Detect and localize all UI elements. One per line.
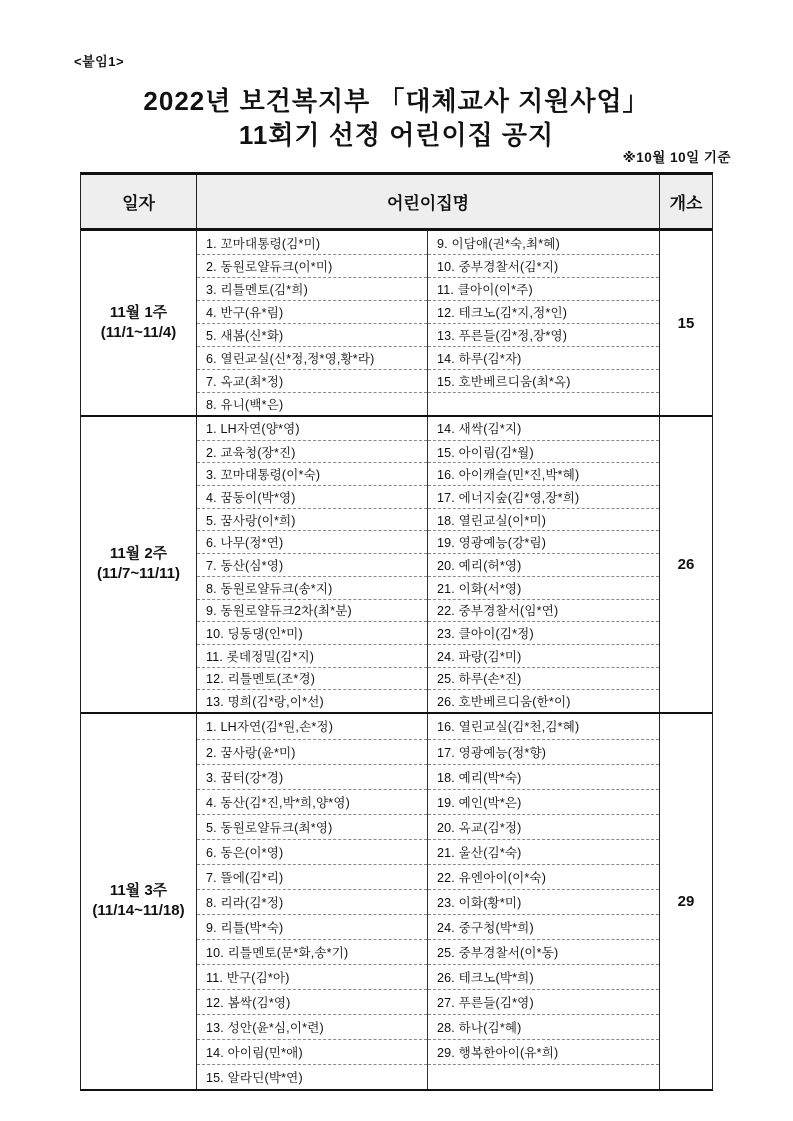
daycare-entry bbox=[428, 1064, 659, 1089]
daycare-entry: 3. 꿈터(강*경) bbox=[197, 764, 427, 789]
daycare-entry: 24. 중구청(박*희) bbox=[428, 914, 659, 939]
daycare-entry: 1. 꼬마대통령(김*미) bbox=[206, 236, 321, 251]
attachment-label: <붙임1> bbox=[74, 54, 125, 69]
daycare-entry: 12. 테크노(김*지,정*인) bbox=[428, 300, 659, 323]
daycare-entry: 25. 하루(손*진) bbox=[428, 667, 659, 690]
daycare-entry: 24. 파랑(김*미) bbox=[428, 644, 659, 667]
daycare-entry: 13. 성안(윤*심,이*련) bbox=[197, 1014, 427, 1039]
daycare-entry: 20. 예리(허*영) bbox=[428, 553, 659, 576]
daycare-names-column-right bbox=[428, 714, 659, 1089]
daycare-names-column-right bbox=[428, 417, 659, 712]
table-header-row bbox=[81, 175, 712, 231]
daycare-entry: 2. 꿈사랑(윤*미) bbox=[197, 739, 427, 764]
week-date-cell bbox=[81, 417, 197, 712]
daycare-entry: 29. 행복한아이(유*희) bbox=[428, 1039, 659, 1064]
daycare-entry: 12. 리틀멘토(조*경) bbox=[197, 667, 427, 690]
daycare-entry bbox=[428, 392, 659, 415]
daycare-entry: 4. 꿈동이(박*영) bbox=[197, 485, 427, 508]
daycare-entry: 8. 리라(김*정) bbox=[197, 889, 427, 914]
reference-date-note: ※10월 10일 기준 bbox=[622, 150, 731, 165]
week-date-cell bbox=[81, 231, 197, 415]
daycare-entry: 14. 아이림(민*애) bbox=[197, 1039, 427, 1064]
daycare-entry: 16. 아이캐슬(민*진,박*혜) bbox=[428, 462, 659, 485]
daycare-entry: 1. LH자연(양*영) bbox=[206, 422, 300, 437]
week-date-cell bbox=[81, 714, 197, 1089]
daycare-entry: 7. 옥교(최*정) bbox=[197, 369, 427, 392]
daycare-entry: 6. 나무(정*연) bbox=[197, 530, 427, 553]
daycare-entry: 10. 리틀멘토(문*화,송*기) bbox=[197, 939, 427, 964]
daycare-entry: 14. 새싹(김*지) bbox=[437, 422, 522, 437]
week-count: 29 bbox=[677, 892, 695, 910]
header-count: 개소 bbox=[669, 194, 703, 213]
header-daycare-name: 어린이집명 bbox=[197, 175, 660, 228]
daycare-entry: 16. 열린교실(김*천,김*혜) bbox=[437, 720, 580, 735]
table-sections bbox=[81, 231, 712, 1089]
daycare-entry: 25. 중부경찰서(이*동) bbox=[428, 939, 659, 964]
header-date: 일자 bbox=[81, 175, 197, 228]
daycare-entry: 17. 영광예능(정*향) bbox=[428, 739, 659, 764]
week-label: 11월 2주 bbox=[109, 545, 168, 563]
daycare-entry: 26. 호반베르디움(한*이) bbox=[428, 689, 659, 712]
daycare-entry: 23. 이화(황*미) bbox=[428, 889, 659, 914]
daycare-entry: 1. LH자연(김*원,손*정) bbox=[206, 720, 334, 735]
daycare-entry: 2. 교육청(장*진) bbox=[197, 440, 427, 463]
daycare-entry: 11. 클아이(이*주) bbox=[428, 277, 659, 300]
daycare-entry: 23. 클아이(김*정) bbox=[428, 621, 659, 644]
daycare-entry: 10. 중부경찰서(김*지) bbox=[428, 254, 659, 277]
page-title-line1: 2022년 보건복지부 「대체교사 지원사업」 bbox=[143, 86, 650, 116]
daycare-entry: 10. 딩동댕(인*미) bbox=[197, 621, 427, 644]
week-section bbox=[81, 231, 712, 415]
daycare-names-cell bbox=[197, 714, 660, 1089]
daycare-entry: 4. 반구(유*림) bbox=[197, 300, 427, 323]
daycare-entry: 19. 영광예능(강*림) bbox=[428, 530, 659, 553]
page-title bbox=[0, 84, 793, 152]
daycare-entry: 6. 열린교실(신*정,정*영,황*라) bbox=[197, 346, 427, 369]
daycare-entry: 15. 아이림(김*월) bbox=[428, 440, 659, 463]
daycare-entry: 2. 동원로얄듀크(이*미) bbox=[197, 254, 427, 277]
daycare-entry: 21. 이화(서*영) bbox=[428, 576, 659, 599]
daycare-entry: 11. 롯데정밀(김*지) bbox=[197, 644, 427, 667]
week-range: (11/1~11/4) bbox=[100, 324, 177, 341]
week-section bbox=[81, 712, 712, 1089]
daycare-entry: 22. 중부경찰서(임*연) bbox=[428, 599, 659, 622]
daycare-entry: 9. 동원로얄듀크2차(최*분) bbox=[197, 599, 427, 622]
daycare-entry: 7. 뜰에(김*리) bbox=[197, 864, 427, 889]
daycare-entry: 14. 하루(김*자) bbox=[428, 346, 659, 369]
daycare-entry: 3. 리틀멘토(김*희) bbox=[197, 277, 427, 300]
week-count: 26 bbox=[677, 555, 695, 573]
daycare-entry: 3. 꼬마대통령(이*숙) bbox=[197, 462, 427, 485]
daycare-entry: 4. 동산(김*진,박*희,양*영) bbox=[197, 789, 427, 814]
daycare-names-cell bbox=[197, 417, 660, 712]
page-title-line2: 11회기 선정 어린이집 공지 bbox=[238, 120, 555, 150]
daycare-entry: 5. 꿈사랑(이*희) bbox=[197, 508, 427, 531]
daycare-entry: 7. 동산(심*영) bbox=[197, 553, 427, 576]
daycare-entry: 26. 테크노(박*희) bbox=[428, 964, 659, 989]
daycare-entry: 12. 봄싹(김*영) bbox=[197, 989, 427, 1014]
daycare-entry: 6. 동은(이*영) bbox=[197, 839, 427, 864]
daycare-entry: 5. 새봄(신*화) bbox=[197, 323, 427, 346]
daycare-entry: 15. 호반베르디움(최*옥) bbox=[428, 369, 659, 392]
daycare-entry: 27. 푸른들(김*영) bbox=[428, 989, 659, 1014]
daycare-entry: 19. 예인(박*은) bbox=[428, 789, 659, 814]
week-count: 15 bbox=[677, 314, 695, 332]
week-section bbox=[81, 415, 712, 712]
daycare-entry: 21. 울산(김*숙) bbox=[428, 839, 659, 864]
daycare-entry: 22. 유엔아이(이*숙) bbox=[428, 864, 659, 889]
daycare-names-cell bbox=[197, 231, 660, 415]
daycare-entry: 5. 동원로얄듀크(최*영) bbox=[197, 814, 427, 839]
daycare-entry: 8. 유니(백*은) bbox=[197, 392, 427, 415]
daycare-names-column-left bbox=[197, 417, 428, 712]
daycare-entry: 18. 열린교실(이*미) bbox=[428, 508, 659, 531]
daycare-entry: 11. 반구(김*아) bbox=[197, 964, 427, 989]
daycare-entry: 15. 알라딘(박*연) bbox=[197, 1064, 427, 1089]
week-label: 11월 1주 bbox=[109, 304, 168, 321]
daycare-entry: 17. 에너지숲(김*영,장*희) bbox=[428, 485, 659, 508]
daycare-entry: 9. 이담애(권*숙,최*혜) bbox=[437, 236, 560, 251]
daycare-names-column-left bbox=[197, 714, 428, 1089]
daycare-entry: 18. 예리(박*숙) bbox=[428, 764, 659, 789]
daycare-entry: 13. 명희(김*랑,이*선) bbox=[197, 689, 427, 712]
notice-table bbox=[80, 172, 713, 1091]
daycare-entry: 9. 리틀(박*숙) bbox=[197, 914, 427, 939]
daycare-names-column-right bbox=[428, 231, 659, 415]
week-range: (11/14~11/18) bbox=[92, 902, 185, 920]
daycare-entry: 8. 동원로얄듀크(송*지) bbox=[197, 576, 427, 599]
week-label: 11월 3주 bbox=[109, 882, 168, 900]
daycare-entry: 13. 푸른들(김*정,장*영) bbox=[428, 323, 659, 346]
week-range: (11/7~11/11) bbox=[97, 565, 180, 583]
daycare-names-column-left bbox=[197, 231, 428, 415]
daycare-entry: 20. 옥교(김*정) bbox=[428, 814, 659, 839]
daycare-entry: 28. 하나(김*혜) bbox=[428, 1014, 659, 1039]
